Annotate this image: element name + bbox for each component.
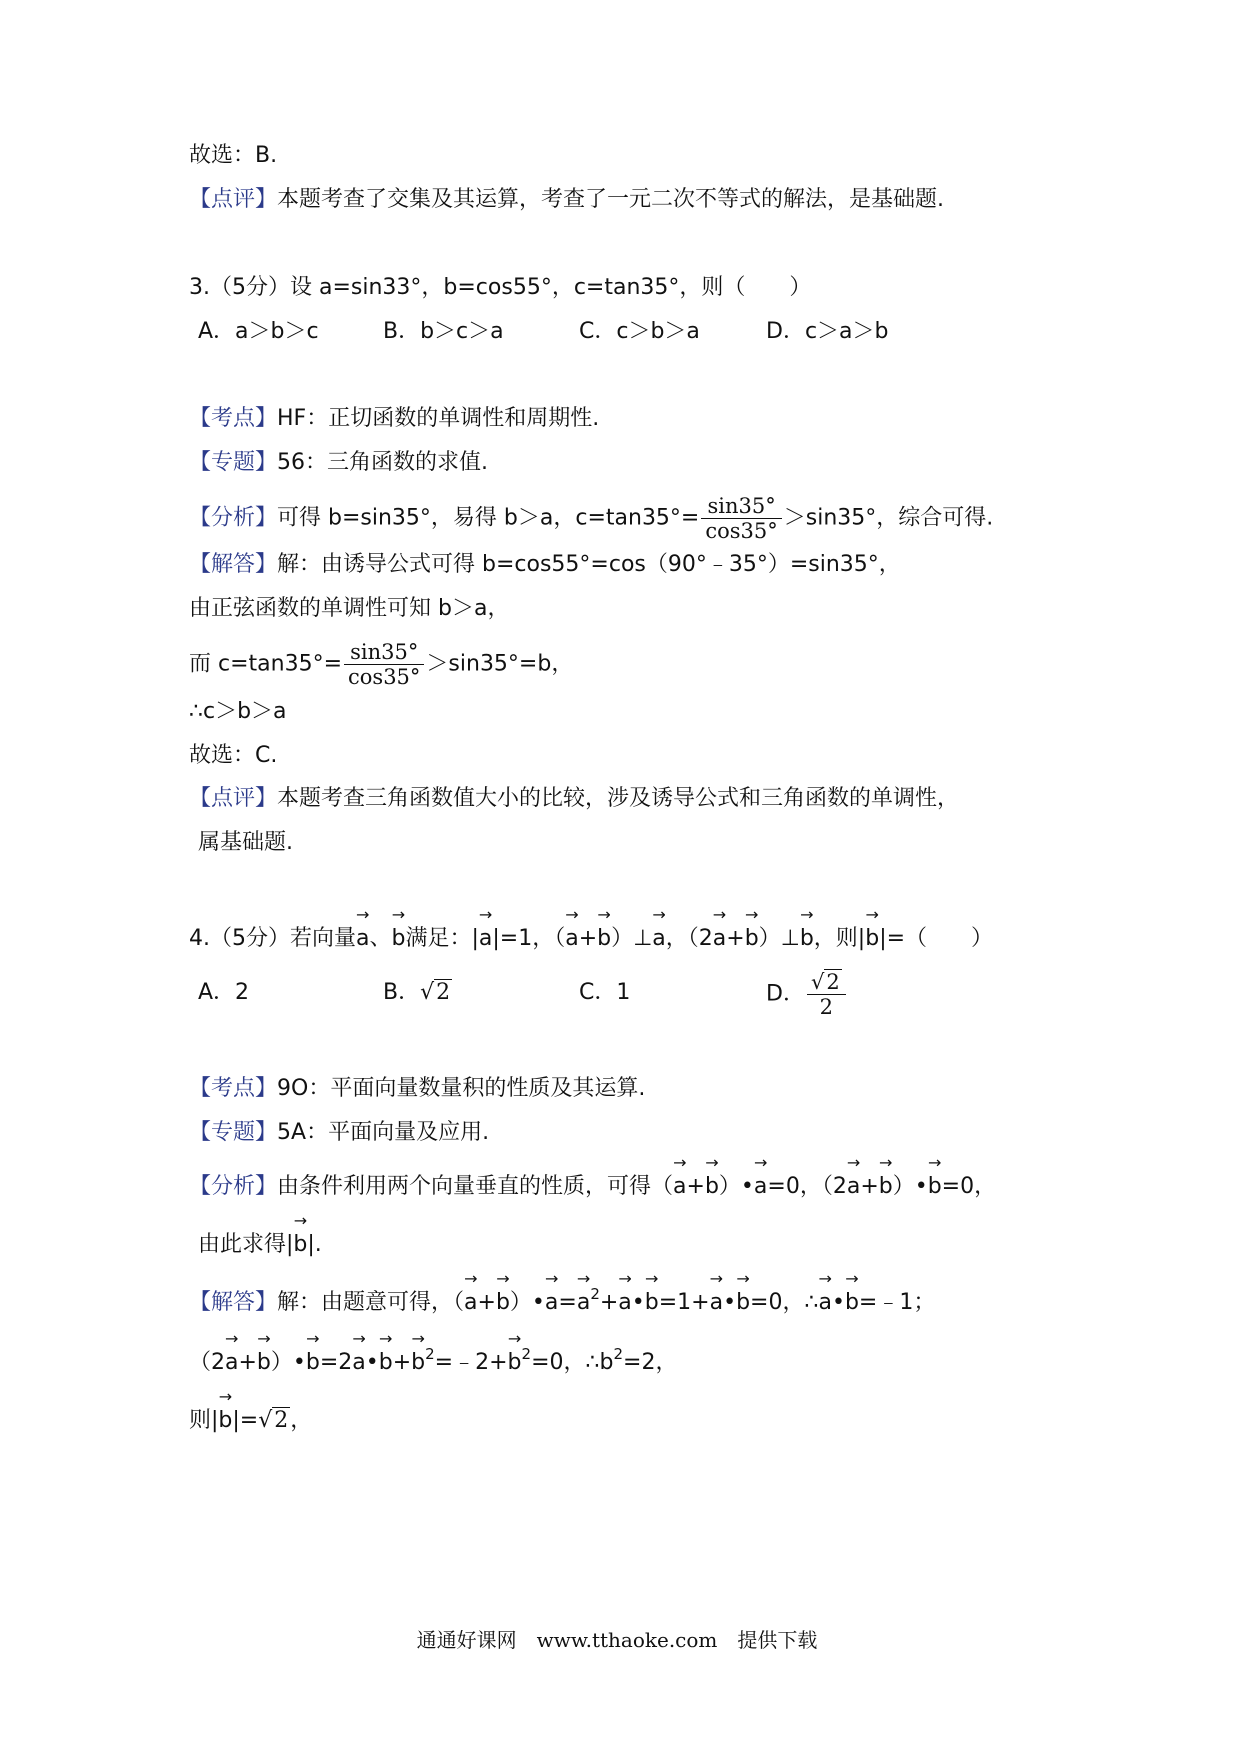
square: 2 <box>613 1345 624 1363</box>
q3-option-a: A．a＞b＞c <box>198 319 319 344</box>
comment-text: 本题考查三角函数值大小的比较，涉及诱导公式和三角函数的单调性， <box>277 786 960 811</box>
q4-jieda-2: （2→ a+→ b）•→ b=2→ a•→ $b+\to b^2=﹣2+\to b^2=0$，$\therefore b^2=2$， <box>189 1346 677 1378</box>
comment-text: 本题考查了交集及其运算，考查了一元二次不等式的解法，是基础题. <box>277 187 945 212</box>
vector-b: → b <box>879 1170 893 1202</box>
vector-b: → b <box>306 1346 320 1378</box>
stem-text: ）⊥ <box>611 926 653 951</box>
stem-text: ）⊥ <box>758 926 800 951</box>
radicand: 2 <box>436 980 451 1005</box>
fraction-denominator: cos35° <box>705 519 778 543</box>
jieda-text: =﹣2+ <box>434 1350 508 1375</box>
fenxi-tag: 【分析】 <box>189 505 278 531</box>
q3-jieda-3 <box>189 640 573 689</box>
jieda-text: ）• <box>509 1290 545 1315</box>
radicand: 2 <box>274 1408 289 1433</box>
q4-zhuanti <box>189 1118 489 1148</box>
jieda-text: ）• <box>270 1350 306 1375</box>
q3-comment <box>189 784 959 814</box>
stem-prefix: 4.（5分）若向量 <box>189 926 356 951</box>
vector-b: → b <box>508 1346 522 1378</box>
square: 2 <box>590 1285 600 1303</box>
q3-jieda-2: 由正弦函数的单调性可知 b＞a， <box>189 596 510 621</box>
q4-jieda-1: 【解答】解：由题意可得，（→ a+→ b）•→ $a=\to a^2+\to$ a•→ b=1+→ a•→ b=0，∴→ a•→ b=﹣1； <box>189 1286 935 1318</box>
vector-b: → b <box>845 1286 859 1318</box>
fenxi-text-b: ＞sin35°，综合可得. <box>783 505 994 531</box>
vector-a: → a <box>577 1286 590 1318</box>
vector-b: → b <box>496 1286 510 1318</box>
vector-a: → a <box>479 922 492 954</box>
jieda-tag: 【解答】 <box>189 552 278 577</box>
q3-option-d: D．c＞a＞b <box>766 319 889 344</box>
q3-option-c: C．c＞b＞a <box>579 319 700 344</box>
vector-a: → a <box>356 922 369 954</box>
kaodian-tag: 【考点】 <box>189 1076 278 1101</box>
vector-a: → a <box>847 1170 860 1202</box>
q4-option-d <box>766 970 848 1019</box>
kaodian-tag: 【考点】 <box>189 406 278 431</box>
vector-b: → b <box>745 922 759 954</box>
q2-comment <box>189 185 944 215</box>
q4-kaodian <box>189 1074 645 1104</box>
zhuanti-tag: 【专题】 <box>189 1120 278 1145</box>
q3-zhuanti <box>189 448 488 478</box>
q3-fenxi <box>189 494 993 543</box>
vector-a: → a <box>754 1170 767 1202</box>
stem-text: 满足：| <box>405 926 479 951</box>
kaodian-text: HF：正切函数的单调性和周期性. <box>277 406 600 431</box>
q4-stem: 4.（5分）若向量→ a、→ b满足：|→ a|=1，（→ a+→ b）⊥→ a，（2→ a+→ b）⊥→ b，则|→ b|=（ ） <box>189 922 993 954</box>
jieda-text: |= <box>232 1408 259 1433</box>
fraction-sin-cos <box>344 640 424 689</box>
fenxi-text: |. <box>307 1232 322 1257</box>
q4-option-b <box>383 978 452 1008</box>
vector-a: → a <box>818 1286 831 1318</box>
vector-a: → a <box>710 1286 723 1318</box>
fenxi-text: 由条件利用两个向量垂直的性质，可得（ <box>277 1174 674 1199</box>
zhuanti-tag: 【专题】 <box>189 450 278 475</box>
jieda-3-b: ＞sin35°=b， <box>426 651 574 677</box>
page-footer: 通通好课网 www.tthaoke.com 提供下载 <box>416 1628 818 1652</box>
fenxi-text: ）• <box>718 1174 754 1199</box>
fenxi-text: ）• <box>892 1174 928 1199</box>
vector-b: → b <box>645 1286 659 1318</box>
square: 2 <box>425 1345 435 1363</box>
vector-a: → a <box>565 922 578 954</box>
jieda-3-a: 而 c=tan35°= <box>189 651 343 677</box>
jieda-text: =0，∴b <box>531 1350 614 1375</box>
vector-b: → b <box>218 1404 232 1436</box>
q3-comment-2: 属基础题. <box>198 830 293 855</box>
vector-b: → b <box>379 1346 393 1378</box>
kaodian-text: 9O：平面向量数量积的性质及其运算. <box>277 1076 646 1101</box>
fraction-sqrt2-over-2 <box>807 970 846 1019</box>
vector-a: → a <box>618 1286 631 1318</box>
vector-b: → b <box>800 922 814 954</box>
q3-option-b: B．b＞c＞a <box>383 319 504 344</box>
q4-option-c: C．1 <box>579 980 631 1005</box>
comment-tag: 【点评】 <box>189 187 278 212</box>
q3-jieda-4: ∴c＞b＞a <box>189 699 287 724</box>
fenxi-text: =0，（2 <box>767 1174 847 1199</box>
jieda-text: =﹣1； <box>858 1290 936 1315</box>
radicand: 2 <box>826 970 840 994</box>
fraction-sin-cos <box>701 494 781 543</box>
sqrt-two: √2 <box>420 980 451 1005</box>
vector-a: → a <box>713 922 726 954</box>
fenxi-text: =0， <box>941 1174 997 1199</box>
stem-text: ，则| <box>813 926 866 951</box>
jieda-text: 解：由题意可得，（ <box>277 1290 465 1315</box>
q2-choose: 故选：B. <box>189 143 278 168</box>
vector-a: → a <box>225 1346 238 1378</box>
option-label: B． <box>383 980 421 1005</box>
vector-a: → a <box>464 1286 477 1318</box>
vector-a: → a <box>652 922 665 954</box>
fenxi-text-a: 可得 b=sin35°，易得 b＞a，c=tan35°= <box>277 505 700 531</box>
vector-a: → a <box>545 1286 558 1318</box>
vector-b: → b <box>928 1170 942 1202</box>
vector-b: → b <box>293 1228 307 1260</box>
vector-b: → b <box>865 922 879 954</box>
fenxi-tag: 【分析】 <box>189 1174 278 1199</box>
fenxi-text: 由此求得| <box>198 1232 294 1257</box>
vector-b: → b <box>705 1170 719 1202</box>
zhuanti-text: 56：三角函数的求值. <box>277 450 489 475</box>
jieda-text: =0，∴ <box>750 1290 819 1315</box>
q4-fenxi: 【分析】由条件利用两个向量垂直的性质，可得（→ a+→ b）•→ a=0，（2→ a+→ b）•→ b=0， <box>189 1170 996 1202</box>
option-label: D． <box>766 981 805 1007</box>
jieda-text: =2， <box>623 1350 678 1375</box>
jieda-text: 解：由诱导公式可得 b=cos55°=cos（90°﹣35°）=sin35°， <box>277 552 901 577</box>
fraction-numerator: sin35° <box>701 494 781 519</box>
vector-b: → b <box>392 922 406 954</box>
q4-jieda-3: 则|→ b|=√2， <box>189 1404 312 1436</box>
vector-b: → b <box>411 1346 425 1378</box>
sqrt-two: √2 <box>258 1408 289 1433</box>
q3-stem: 3.（5分）设 a=sin33°，b=cos55°，c=tan35°，则（ ） <box>189 275 812 300</box>
q4-fenxi-2 <box>198 1228 322 1260</box>
fraction-numerator: √2 <box>807 970 846 995</box>
jieda-tag: 【解答】 <box>189 1290 278 1315</box>
vector-a: → a <box>673 1170 686 1202</box>
q4-option-a: A．2 <box>198 980 250 1005</box>
fraction-numerator: sin35° <box>344 640 424 665</box>
vector-b: → b <box>597 922 611 954</box>
fraction-denominator: 2 <box>819 995 834 1019</box>
comment-tag: 【点评】 <box>189 786 278 811</box>
q3-jieda-1 <box>189 550 901 580</box>
vector-b: → b <box>257 1346 271 1378</box>
q3-kaodian <box>189 404 599 434</box>
stem-text: |=（ ） <box>879 926 994 951</box>
vector-a: → a <box>352 1346 365 1378</box>
jieda-text: =1+ <box>658 1290 710 1315</box>
square: 2 <box>521 1345 532 1363</box>
vector-b: → b <box>736 1286 750 1318</box>
q3-choose: 故选：C. <box>189 743 278 768</box>
stem-text: |=1，（ <box>492 926 566 951</box>
stem-text: ，（2 <box>665 926 713 951</box>
jieda-text: 则| <box>189 1408 219 1433</box>
fraction-denominator: cos35° <box>348 665 421 689</box>
zhuanti-text: 5A：平面向量及应用. <box>277 1120 490 1145</box>
